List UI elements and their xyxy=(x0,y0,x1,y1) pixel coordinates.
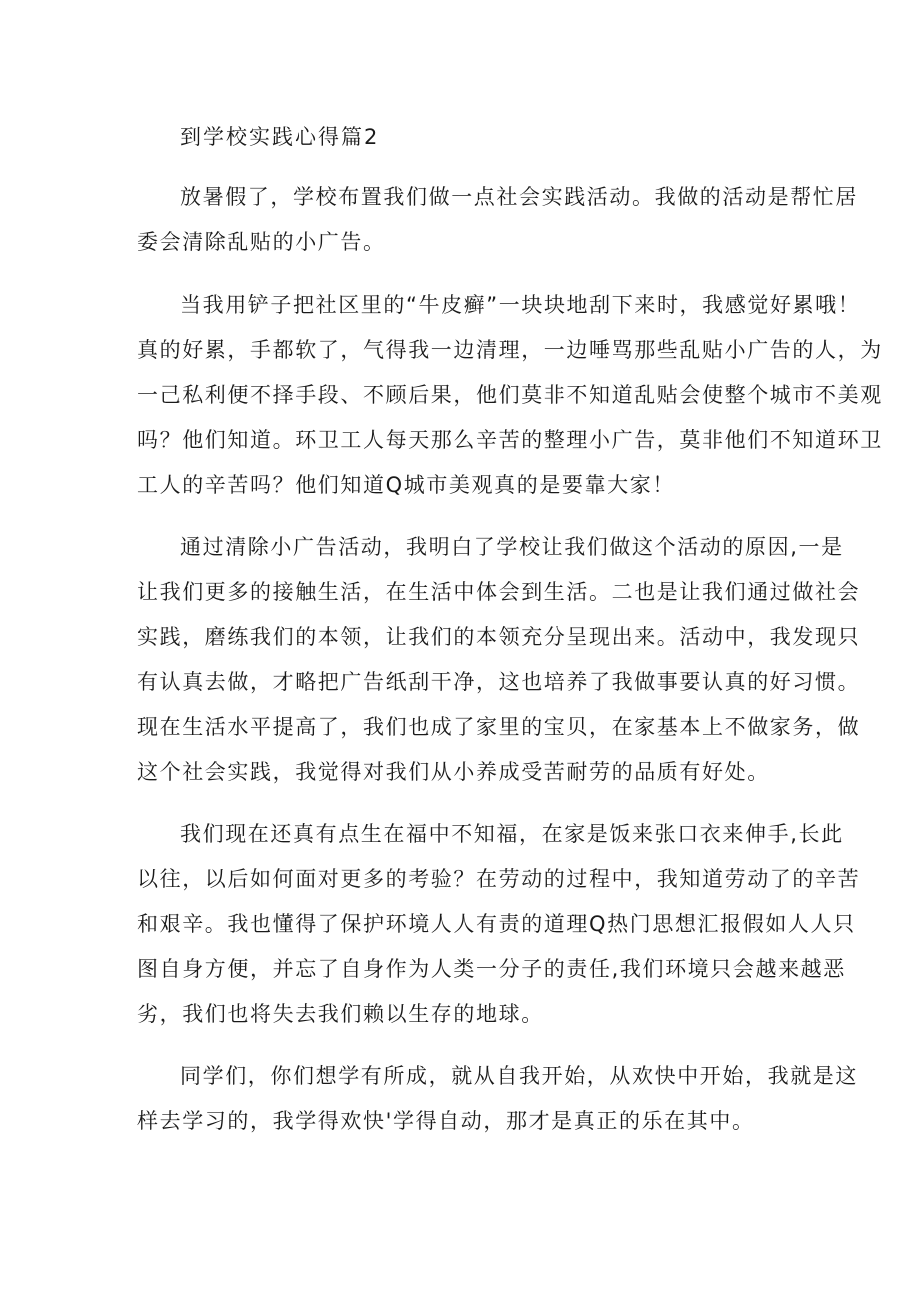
paragraph-3-line-1: 通过清除小广告活动，我明白了学校让我们做这个活动的原因,一是 xyxy=(180,535,844,559)
paragraph-3-line-6: 这个社会实践，我觉得对我们从小养成受苦耐劳的品质有好处。 xyxy=(137,760,770,784)
paragraph-2-line-1: 当我用铲子把社区里的“牛皮癣”一块块地刮下来时，我感觉好累哦！ xyxy=(180,293,861,317)
paragraph-2-line-5: 工人的辛苦吗？他们知道Q城市美观真的是要靠大家！ xyxy=(137,473,675,497)
paragraph-3-line-2: 让我们更多的接触生活，在生活中体会到生活。二也是让我们通过做社会 xyxy=(137,580,861,604)
document-title: 到学校实践心得篇2 xyxy=(180,125,380,149)
paragraph-3-line-5: 现在生活水平提高了，我们也成了家里的宝贝，在家基本上不做家务，做 xyxy=(137,715,861,739)
paragraph-3-line-3: 实践，磨练我们的本领，让我们的本领充分呈现出来。活动中，我发现只 xyxy=(137,625,861,649)
paragraph-4-line-5: 劣，我们也将失去我们赖以生存的地球。 xyxy=(137,1002,544,1026)
paragraph-1-line-1: 放暑假了，学校布置我们做一点社会实践活动。我做的活动是帮忙居 xyxy=(180,185,858,209)
paragraph-4-line-4: 图自身方便，并忘了自身作为人类一分子的责任,我们环境只会越来越恶 xyxy=(137,957,846,981)
paragraph-2-line-4: 吗？他们知道。环卫工人每天那么辛苦的整理小广告，莫非他们不知道环卫 xyxy=(137,428,883,452)
paragraph-2-line-2: 真的好累，手都软了，气得我一边清理，一边唾骂那些乱贴小广告的人，为 xyxy=(137,338,883,362)
paragraph-4-line-1: 我们现在还真有点生在福中不知福，在家是饭来张口衣来伸手,长此 xyxy=(180,822,844,846)
paragraph-5-line-1: 同学们，你们想学有所成，就从自我开始，从欢快中开始，我就是这 xyxy=(180,1064,858,1088)
paragraph-1-line-2: 委会清除乱贴的小广告。 xyxy=(137,230,386,254)
paragraph-4-line-2: 以往，以后如何面对更多的考验？在劳动的过程中，我知道劳动了的辛苦 xyxy=(137,867,861,891)
paragraph-5-line-2: 样去学习的，我学得欢快'学得自动，那才是真正的乐在其中。 xyxy=(137,1109,755,1133)
paragraph-4-line-3: 和艰辛。我也懂得了保护环境人人有责的道理Q热门思想汇报假如人人只 xyxy=(137,912,856,936)
paragraph-3-line-4: 有认真去做，才略把广告纸刮干净，这也培养了我做事要认真的好习惯。 xyxy=(137,670,861,694)
paragraph-2-line-3: 一己私利便不择手段、不顾后果，他们莫非不知道乱贴会使整个城市不美观 xyxy=(137,383,883,407)
